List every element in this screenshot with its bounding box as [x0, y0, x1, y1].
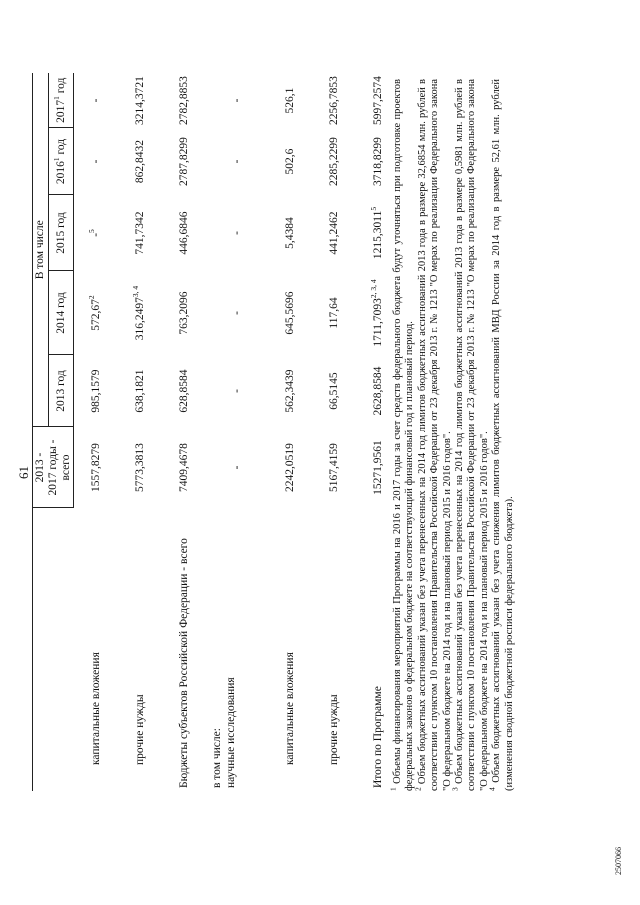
cell-2014-value: 117,64 — [328, 297, 340, 329]
page-number: 61 — [16, 466, 31, 479]
cell-2016: 2285,2299 — [328, 137, 340, 186]
footnote-number: 2 — [413, 787, 423, 791]
year-2015-header: 2015 год — [49, 195, 74, 271]
year-2016-value: 2016 — [54, 161, 67, 185]
cell-total: 5773,3813 — [134, 443, 146, 492]
cell-2017: - — [90, 98, 102, 103]
cell-total: 1557,8279 — [90, 443, 102, 492]
cell-2017: 2782,8853 — [178, 76, 190, 125]
cell-2014 — [268, 271, 312, 355]
cell-2017: 526,1 — [284, 87, 296, 114]
cell-2014 — [74, 271, 119, 355]
table-row — [74, 73, 119, 791]
year-2014-header: 2014 год — [49, 271, 74, 355]
total-header — [33, 427, 74, 508]
cell-2017: 2256,7853 — [328, 76, 340, 125]
cell-2014-footnote-mark: 2, 3, 4 — [369, 279, 379, 299]
cell-2015-value: 741,7342 — [134, 211, 146, 255]
footnote — [450, 79, 491, 791]
cell-2016: 502,6 — [284, 148, 296, 175]
footnote — [413, 79, 454, 791]
cell-2015-value: 1215,3011 — [372, 210, 384, 260]
cell-2013: 562,3439 — [284, 369, 296, 413]
cell-2015-footnote-mark: 5 — [87, 229, 97, 233]
row-label: капитальные вложения — [89, 652, 102, 765]
cell-2014-value: 1711,7093 — [372, 298, 384, 347]
table-row — [118, 73, 162, 791]
cell-2014-value: 316,2497 — [134, 297, 146, 341]
label-header-cell — [33, 508, 74, 791]
cell-2016: 862,8432 — [134, 139, 146, 184]
total-header-line2: 2017 годы - — [46, 439, 59, 496]
table-row — [206, 73, 268, 791]
cell-2015 — [74, 195, 119, 271]
cell-2014-value: - — [231, 311, 243, 315]
footnote-number: 1 — [388, 787, 398, 791]
row-label-sub: научные исследования — [225, 677, 237, 788]
footnote-text: Объем бюджетных ассигнований указан без учета снижения лимитов бюджетных ассигнований МВД России за 2014 год в размере 52,61 млн. рублей (изменения сводной бюджетной росписи федерального бюджета). — [491, 79, 515, 791]
cell-2014-footnote-mark: 2 — [87, 295, 97, 300]
cell-2017: - — [231, 98, 243, 103]
cell-2015 — [206, 195, 268, 271]
cell-2014-footnote-mark: 3, 4 — [131, 285, 141, 298]
cell-2015-footnote-mark: 5 — [369, 206, 379, 211]
row-label: прочие нужды — [328, 694, 340, 765]
table-row — [162, 73, 206, 791]
cell-2015-value: 441,2462 — [328, 211, 340, 255]
cell-2017: 3214,3721 — [134, 76, 146, 125]
cell-2013: 66,5145 — [328, 372, 340, 410]
footnote — [388, 78, 417, 791]
cell-2015 — [162, 195, 206, 271]
cell-2015-value: - — [231, 231, 243, 235]
financing-table — [32, 73, 400, 791]
cell-2015 — [118, 195, 162, 271]
cell-total: 2242,0519 — [284, 443, 296, 492]
year-2017-value: 2017 — [54, 99, 67, 123]
row-label — [206, 508, 268, 791]
table-row — [312, 73, 356, 791]
cell-2014 — [118, 271, 162, 355]
row-label: Бюджеты субъектов Российской Федерации - всего — [178, 538, 190, 788]
cell-2016: 3718,8299 — [372, 137, 384, 186]
cell-2015-value: 446,6846 — [178, 211, 190, 255]
row-label-intro: в том числе: — [211, 728, 223, 788]
row-label: Итого по Программе — [372, 686, 384, 788]
year-2017-header — [49, 73, 74, 128]
cell-2013: 985,1579 — [90, 369, 102, 413]
cell-2017: 5997,2574 — [372, 76, 384, 125]
cell-2016: 2787,8299 — [178, 137, 190, 186]
cell-2015 — [268, 195, 312, 271]
cell-2014-value: 763,2096 — [178, 291, 190, 335]
total-header-line3: всего — [59, 454, 72, 481]
cell-total: 15271,9561 — [372, 440, 384, 495]
cell-2013: 2628,8584 — [372, 366, 384, 416]
cell-2015 — [312, 195, 356, 271]
document-code: 2507066 — [614, 847, 623, 875]
cell-2013: - — [231, 389, 243, 393]
cell-2014 — [312, 271, 356, 355]
year-2016-header — [49, 128, 74, 195]
cell-2014-value: 645,5696 — [284, 291, 296, 335]
cell-total: - — [231, 465, 243, 470]
year-2016-footnote-mark: 1 — [51, 157, 61, 162]
cell-2016: - — [90, 159, 102, 164]
footnote — [487, 79, 516, 791]
footnote-text: Объем бюджетных ассигнований указан без учета перенесенных на 2014 год лимитов бюджетных ассигнований 2013 года в размере 0,5981 млн. рублей в соответствии с пунктом 10 постановления Правительства Российской Федерации от 23 декабря 2013 г. № 1213 "О мерах по реализации Федерального закона "О федеральном бюджете на 2014 год и на плановый период 2015 и 2016 годов". — [454, 79, 490, 791]
footnote-text: Объем бюджетных ассигнований указан без учета перенесенных на 2014 год лимитов бюджетных ассигнований 2013 года в размере 32,6854 млн. рублей в соответствии с пунктом 10 постановления Правительства Российской Федерации от 23 декабря 2013 г. № 1213 "О мерах по реализации Федерального закона "О федеральном бюджете на 2014 год и на плановый период 2015 и 2016 годов". — [416, 79, 453, 791]
row-label: прочие нужды — [134, 694, 146, 765]
cell-2016: - — [231, 159, 243, 164]
cell-2013: 628,8584 — [178, 369, 190, 413]
cell-total: 5167,4159 — [328, 443, 340, 492]
cell-2013: 638,1821 — [134, 369, 146, 413]
year-2017-footnote-mark: 1 — [51, 96, 61, 100]
table-row — [268, 73, 312, 791]
year-2017-suffix: год — [54, 77, 67, 97]
cell-2014 — [162, 271, 206, 355]
year-2013-header: 2013 год — [49, 355, 74, 427]
total-header-line1: 2013 - — [33, 452, 46, 483]
footnotes — [388, 78, 516, 791]
row-label: капитальные вложения — [284, 652, 296, 765]
cell-2015-value: - — [90, 232, 102, 237]
including-header: В том числе — [33, 73, 49, 427]
footnote-text: Объемы финансирования мероприятий Программы на 2016 и 2017 годы за счет средств федерального бюджета будут уточняться при подготовке проектов федеральных законов о федеральном бюджете на соответствующий финансовый год и плановый период. — [392, 78, 416, 791]
cell-2015-value: 5,4384 — [284, 217, 296, 249]
cell-total: 7409,4678 — [178, 443, 190, 492]
cell-2014 — [206, 271, 268, 355]
cell-2014-value: 572,67 — [90, 299, 102, 331]
footnote-number: 4 — [487, 787, 497, 791]
footnote-number: 3 — [450, 787, 460, 791]
year-2016-suffix: год — [54, 138, 67, 158]
